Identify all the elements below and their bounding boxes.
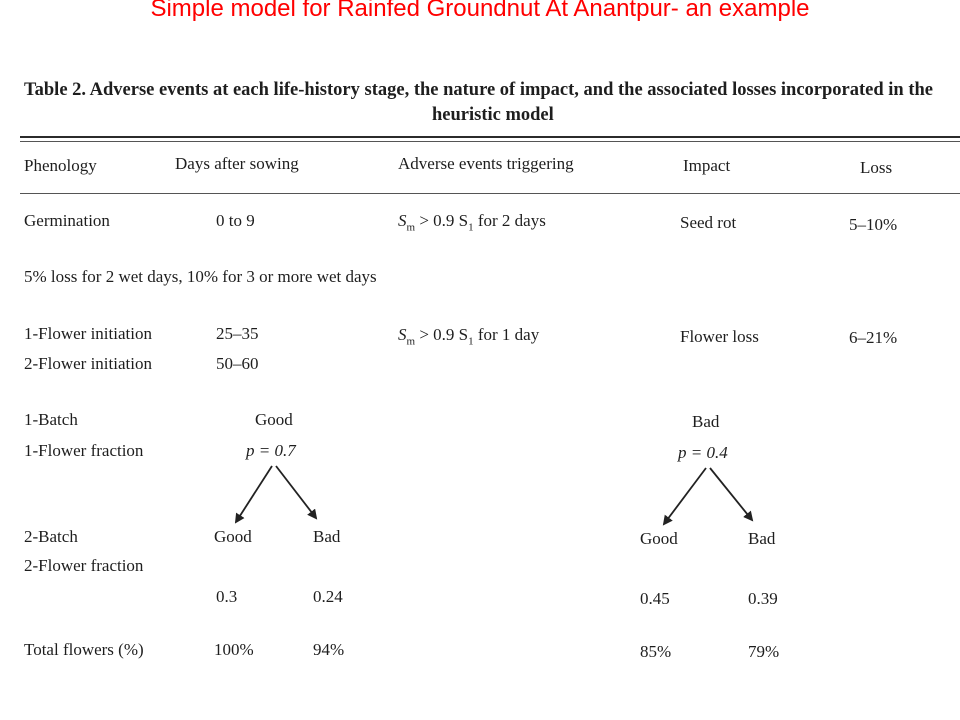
batch2-label: 2-Batch [24,527,78,546]
arrow-bad-bad [710,468,752,520]
header-loss: Loss [860,158,893,177]
header-days: Days after sowing [175,154,299,173]
batch2-bad-label: Bad [313,527,341,546]
batch2-fraction-value: 0.45 [640,589,670,608]
flower2-phenology: 2-Flower initiation [24,354,152,373]
header-events: Adverse events triggering [398,154,574,173]
germination-loss: 5–10% [849,215,898,234]
batch2-good-label: Good [640,529,678,548]
germination-event: $S_m > 0.9$ $S_1$ for 2 days [398,211,546,234]
table-caption-line1: Table 2. Adverse events at each life-history stage, the nature of impact, and the associated losses incorporated in the [24,80,934,100]
flower-event: $S_m > 0.9$ $S_1$ for 1 day [398,325,540,348]
batch1-bad-label: Bad [692,412,720,431]
batch2-fraction-value: 0.39 [748,589,778,608]
total-flowers-value: 85% [640,642,672,661]
header-phenology: Phenology [24,156,97,175]
germination-phenology: Germination [24,211,110,230]
flower1-days: 25–35 [216,324,259,343]
flower1-phenology: 1-Flower initiation [24,324,152,343]
arrow-good-bad [276,466,316,518]
flower-impact: Flower loss [680,327,759,346]
batch1-good-label: Good [255,410,293,429]
total-flowers-value: 94% [313,640,345,659]
batch1-good-p: p = 0.7 [246,441,296,460]
arrow-good-good [236,466,272,522]
germination-impact: Seed rot [680,213,737,232]
germination-days: 0 to 9 [216,211,255,230]
batch2-good-label: Good [214,527,252,546]
header-impact: Impact [683,156,731,175]
flower2-days: 50–60 [216,354,259,373]
batch2-fraction-value: 0.3 [216,587,238,606]
batch1-label: 1-Batch [24,410,78,429]
total-flowers-label: Total flowers (%) [24,640,144,659]
germination-note: 5% loss for 2 wet days, 10% for 3 or more wet days [24,267,377,286]
batch2-fraction-value: 0.24 [313,587,343,606]
total-flowers-value: 79% [748,642,780,661]
table-caption-line2: heuristic model [432,105,554,125]
arrow-bad-good [664,468,706,524]
total-flowers-value: 100% [214,640,254,659]
batch1-fraction-label: 1-Flower fraction [24,441,144,460]
flower-loss: 6–21% [849,328,898,347]
batch1-bad-p: p = 0.4 [678,443,728,462]
batch2-bad-label: Bad [748,529,776,548]
batch2-fraction-label: 2-Flower fraction [24,556,144,575]
slide-title: Simple model for Rainfed Groundnut At Anantpur- an example [150,0,810,22]
